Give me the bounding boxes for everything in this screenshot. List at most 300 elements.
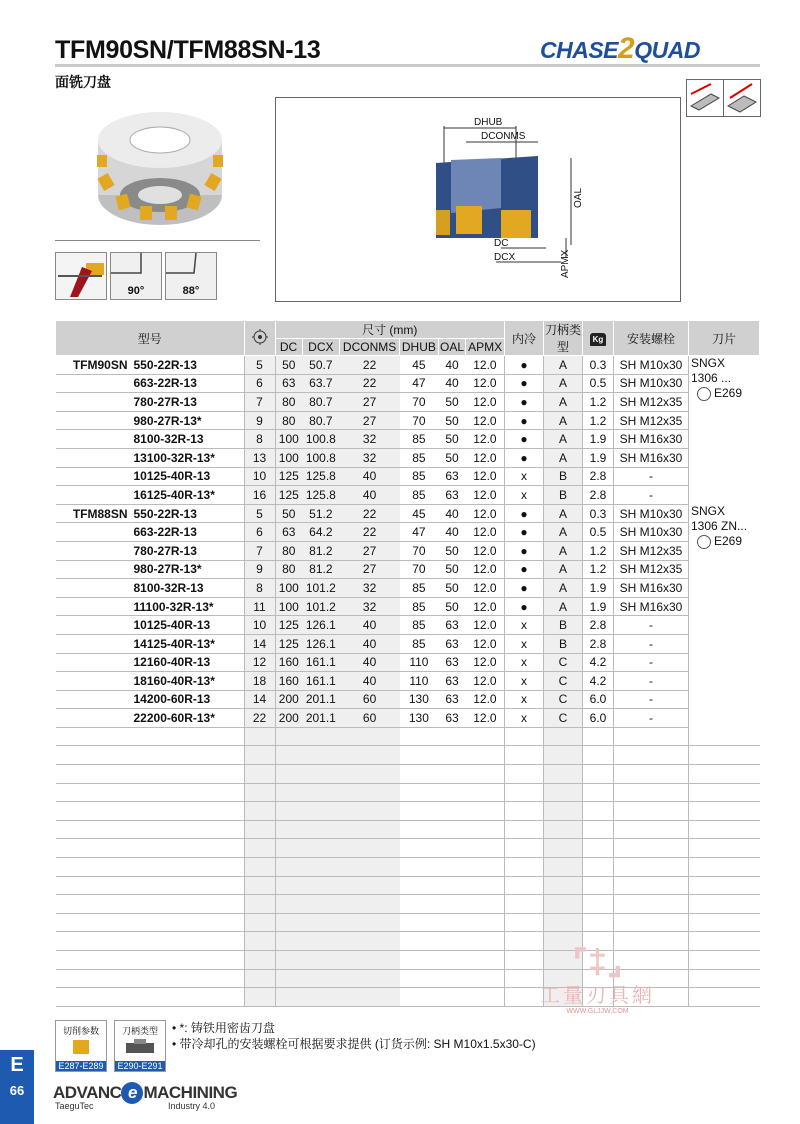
table-row: [56, 504, 760, 523]
cell-coolant: ●: [505, 411, 544, 430]
cell-apmx: 12.0: [466, 523, 505, 542]
table-row: [56, 393, 760, 412]
cell-screw: -: [614, 467, 689, 486]
col-insert: 刀片: [689, 321, 760, 356]
spec-table: [55, 320, 760, 1007]
label-dc: DC: [494, 238, 509, 249]
empty-row: [56, 913, 760, 932]
cell-shank-type: A: [544, 560, 583, 579]
insert-code: SNGX: [691, 504, 726, 519]
cell-dconms: 40: [340, 616, 400, 635]
cell-shank-type: A: [544, 541, 583, 560]
cell-order-code: 22200-60R-13*: [132, 709, 245, 728]
cell-weight: 0.5: [583, 374, 614, 393]
cell-apmx: 12.0: [466, 541, 505, 560]
cell-coolant: ●: [505, 597, 544, 616]
table-row: [56, 541, 760, 560]
cell-apmx: 12.0: [466, 690, 505, 709]
cell-coolant: x: [505, 467, 544, 486]
cell-dc: 63: [275, 374, 302, 393]
cell-teeth: 8: [244, 430, 275, 449]
cell-dcx: 125.8: [302, 486, 340, 505]
cell-oal: 63: [438, 653, 466, 672]
cell-dc: 100: [275, 579, 302, 598]
cell-apmx: 12.0: [466, 467, 505, 486]
cell-weight: 1.2: [583, 411, 614, 430]
advance-machining-logo: ADVANC e MACHINING: [53, 1083, 238, 1102]
cell-weight: 2.8: [583, 616, 614, 635]
col-dcx: DCX: [302, 339, 340, 356]
cell-dhub: 45: [400, 504, 439, 523]
model-series: [56, 653, 132, 672]
cell-apmx: 12.0: [466, 486, 505, 505]
photo-divider: [55, 240, 260, 241]
model-series: [56, 709, 132, 728]
cell-dcx: 80.7: [302, 411, 340, 430]
cell-dc: 80: [275, 411, 302, 430]
cell-dc: 125: [275, 616, 302, 635]
cell-dc: 80: [275, 393, 302, 412]
cell-coolant: ●: [505, 448, 544, 467]
weight-icon: Kg: [583, 321, 614, 356]
empty-row: [56, 802, 760, 821]
cell-order-code: 8100-32R-13: [132, 430, 245, 449]
cell-teeth: 7: [244, 393, 275, 412]
cell-dcx: 126.1: [302, 616, 340, 635]
table-row: [56, 690, 760, 709]
col-oal: OAL: [440, 340, 465, 354]
cell-weight: 4.2: [583, 672, 614, 691]
cell-apmx: 12.0: [466, 430, 505, 449]
cell-coolant: ●: [505, 430, 544, 449]
cell-shank-type: C: [544, 672, 583, 691]
cell-oal: 50: [438, 448, 466, 467]
table-row: [56, 709, 760, 728]
table-row: [56, 430, 760, 449]
cell-order-code: 980-27R-13*: [132, 411, 245, 430]
cell-dhub: 85: [400, 467, 439, 486]
cell-dconms: 27: [340, 560, 400, 579]
label-dhub: DHUB: [474, 117, 503, 128]
cell-screw: SH M12x35: [614, 393, 689, 412]
cell-dconms: 27: [340, 541, 400, 560]
cell-dc: 160: [275, 672, 302, 691]
cell-coolant: ●: [505, 356, 544, 375]
cell-teeth: 14: [244, 690, 275, 709]
shoulder-milling-icon: [723, 79, 761, 117]
cell-dc: 50: [275, 504, 302, 523]
cell-dhub: 85: [400, 579, 439, 598]
cell-screw: SH M12x35: [614, 541, 689, 560]
cell-screw: SH M10x30: [614, 356, 689, 375]
cell-apmx: 12.0: [466, 597, 505, 616]
cell-shank-type: C: [544, 690, 583, 709]
cell-oal: 50: [438, 430, 466, 449]
cell-apmx: 12.0: [466, 634, 505, 653]
cell-oal: 50: [438, 597, 466, 616]
cell-dconms: 32: [340, 579, 400, 598]
cell-screw: -: [614, 653, 689, 672]
cell-apmx: 12.0: [466, 653, 505, 672]
cell-screw: -: [614, 709, 689, 728]
cell-apmx: 12.0: [466, 393, 505, 412]
cell-coolant: ●: [505, 393, 544, 412]
cell-dhub: 45: [400, 356, 439, 375]
cell-screw: -: [614, 672, 689, 691]
cell-weight: 1.9: [583, 448, 614, 467]
cell-order-code: 13100-32R-13*: [132, 448, 245, 467]
cell-dconms: 32: [340, 597, 400, 616]
cell-apmx: 12.0: [466, 616, 505, 635]
cell-oal: 63: [438, 616, 466, 635]
col-dc: DC: [275, 339, 302, 356]
cell-oal: 50: [438, 541, 466, 560]
cell-dconms: 32: [340, 430, 400, 449]
cell-apmx: 12.0: [466, 448, 505, 467]
magnifier-icon: [697, 387, 711, 401]
cell-dhub: 47: [400, 523, 439, 542]
cell-shank-type: C: [544, 709, 583, 728]
cell-teeth: 10: [244, 467, 275, 486]
cell-dc: 100: [275, 597, 302, 616]
insert-cell[interactable]: [689, 356, 760, 505]
model-series: [56, 486, 132, 505]
col-dims: 尺寸 (mm): [275, 321, 505, 339]
cell-shank-type: A: [544, 448, 583, 467]
cell-teeth: 14: [244, 634, 275, 653]
cell-coolant: x: [505, 634, 544, 653]
model-series: TFM88SN: [56, 504, 132, 523]
cell-order-code: 663-22R-13: [132, 523, 245, 542]
cell-dc: 80: [275, 541, 302, 560]
insert-sub: 1306 ZN...: [691, 519, 748, 534]
cell-dc: 100: [275, 448, 302, 467]
cell-dconms: 22: [340, 523, 400, 542]
cell-oal: 63: [438, 486, 466, 505]
col-apmx: APMX: [466, 339, 505, 356]
col-dhub: DHUB: [400, 339, 439, 356]
cell-apmx: 12.0: [466, 374, 505, 393]
cell-dhub: 70: [400, 560, 439, 579]
cell-order-code: 550-22R-13: [132, 504, 245, 523]
col-model: 型号: [56, 321, 245, 356]
note-1: • *: 铸铁用密齿刀盘: [172, 1021, 275, 1035]
cell-teeth: 6: [244, 374, 275, 393]
model-series: [56, 634, 132, 653]
cell-coolant: ●: [505, 579, 544, 598]
cell-oal: 40: [438, 523, 466, 542]
cell-oal: 50: [438, 411, 466, 430]
cell-order-code: 550-22R-13: [132, 356, 245, 375]
cell-dconms: 60: [340, 709, 400, 728]
cell-teeth: 22: [244, 709, 275, 728]
cutting-icon: [55, 252, 107, 300]
cell-weight: 1.2: [583, 560, 614, 579]
cell-dconms: 40: [340, 653, 400, 672]
cell-oal: 50: [438, 393, 466, 412]
cell-dconms: 27: [340, 393, 400, 412]
cell-shank-type: B: [544, 467, 583, 486]
model-series: [56, 541, 132, 560]
cell-screw: -: [614, 486, 689, 505]
cell-shank-type: A: [544, 523, 583, 542]
cell-dconms: 22: [340, 504, 400, 523]
cell-apmx: 12.0: [466, 411, 505, 430]
cell-dc: 100: [275, 430, 302, 449]
empty-row: [56, 783, 760, 802]
cell-dcx: 81.2: [302, 541, 340, 560]
cell-weight: 2.8: [583, 634, 614, 653]
cell-shank-type: A: [544, 374, 583, 393]
cell-shank-type: A: [544, 411, 583, 430]
cell-dcx: 126.1: [302, 634, 340, 653]
empty-row: [56, 895, 760, 914]
cell-dcx: 201.1: [302, 709, 340, 728]
cell-teeth: 13: [244, 448, 275, 467]
cell-apmx: 12.0: [466, 560, 505, 579]
angle-90-icon: 90°: [110, 252, 162, 300]
cell-dconms: 40: [340, 634, 400, 653]
cell-dc: 125: [275, 486, 302, 505]
cell-oal: 40: [438, 356, 466, 375]
cell-weight: 6.0: [583, 690, 614, 709]
cell-dconms: 32: [340, 448, 400, 467]
insert-ref[interactable]: E269: [691, 534, 758, 549]
cell-dc: 63: [275, 523, 302, 542]
cell-screw: SH M10x30: [614, 523, 689, 542]
table-row: [56, 653, 760, 672]
cell-dc: 50: [275, 356, 302, 375]
cell-weight: 1.9: [583, 597, 614, 616]
angle-88-icon: 88°: [165, 252, 217, 300]
cell-order-code: 11100-32R-13*: [132, 597, 245, 616]
cell-dcx: 161.1: [302, 672, 340, 691]
cutter-photo: [85, 100, 235, 235]
cell-order-code: 12160-40R-13: [132, 653, 245, 672]
model-series: [56, 579, 132, 598]
model-series: [56, 523, 132, 542]
cell-screw: -: [614, 634, 689, 653]
cell-screw: SH M10x30: [614, 374, 689, 393]
shank-type-ref[interactable]: 刀柄类型 E290-E291: [114, 1020, 166, 1072]
cutting-data-ref[interactable]: 切削参数 E287-E289: [55, 1020, 107, 1072]
cell-order-code: 780-27R-13: [132, 541, 245, 560]
cell-dhub: 85: [400, 448, 439, 467]
cell-dcx: 63.7: [302, 374, 340, 393]
cell-coolant: x: [505, 690, 544, 709]
cell-screw: SH M16x30: [614, 448, 689, 467]
cell-weight: 4.2: [583, 653, 614, 672]
brand-logo: CHASE2QUAD: [540, 32, 700, 65]
cell-shank-type: A: [544, 393, 583, 412]
cell-coolant: ●: [505, 374, 544, 393]
page-subtitle: 面铣刀盘: [55, 74, 111, 90]
cell-dconms: 22: [340, 374, 400, 393]
cell-dcx: 51.2: [302, 504, 340, 523]
table-row: [56, 560, 760, 579]
insert-cell[interactable]: [689, 504, 760, 727]
cell-apmx: 12.0: [466, 356, 505, 375]
cell-order-code: 10125-40R-13: [132, 616, 245, 635]
cell-weight: 0.3: [583, 356, 614, 375]
label-dcx: DCX: [494, 252, 516, 263]
cell-teeth: 11: [244, 597, 275, 616]
cell-dcx: 161.1: [302, 653, 340, 672]
page-number: 66: [9, 1083, 25, 1098]
cell-teeth: 5: [244, 504, 275, 523]
table-row: [56, 597, 760, 616]
model-series: [56, 411, 132, 430]
cell-teeth: 6: [244, 523, 275, 542]
note-2: • 带冷却孔的安装螺栓可根据要求提供 (订货示例: SH M10x1.5x30-C): [172, 1037, 536, 1051]
table-row: [56, 448, 760, 467]
cell-oal: 63: [438, 467, 466, 486]
cell-oal: 63: [438, 709, 466, 728]
cell-order-code: 16125-40R-13*: [132, 486, 245, 505]
cell-order-code: 14200-60R-13: [132, 690, 245, 709]
cell-dhub: 70: [400, 411, 439, 430]
cell-oal: 50: [438, 560, 466, 579]
table-row: [56, 523, 760, 542]
cell-dcx: 101.2: [302, 579, 340, 598]
model-series: [56, 560, 132, 579]
cell-dconms: 27: [340, 411, 400, 430]
cell-dcx: 50.7: [302, 356, 340, 375]
col-shank: 刀柄类型: [544, 321, 583, 356]
cell-screw: -: [614, 690, 689, 709]
model-series: [56, 430, 132, 449]
empty-row: [56, 765, 760, 784]
footnotes: [172, 1020, 536, 1052]
model-series: [56, 616, 132, 635]
cell-dconms: 40: [340, 486, 400, 505]
col-dconms: DCONMS: [340, 339, 400, 356]
cell-oal: 40: [438, 504, 466, 523]
cell-shank-type: A: [544, 430, 583, 449]
insert-code: SNGX: [691, 356, 726, 370]
cell-order-code: 10125-40R-13: [132, 467, 245, 486]
cell-coolant: ●: [505, 504, 544, 523]
cell-weight: 1.9: [583, 579, 614, 598]
col-screw: 安装螺栓: [614, 321, 689, 356]
model-series: [56, 672, 132, 691]
face-milling-icon: [686, 79, 724, 117]
magnifier-icon: [697, 535, 711, 549]
cell-weight: 1.2: [583, 541, 614, 560]
cell-oal: 40: [438, 374, 466, 393]
cell-screw: SH M12x35: [614, 560, 689, 579]
empty-row: [56, 727, 760, 746]
cell-dc: 160: [275, 653, 302, 672]
empty-row: [56, 876, 760, 895]
table-row: [56, 486, 760, 505]
cell-dhub: 85: [400, 634, 439, 653]
table-row: [56, 411, 760, 430]
cell-dc: 200: [275, 690, 302, 709]
cell-screw: SH M16x30: [614, 430, 689, 449]
cell-coolant: x: [505, 709, 544, 728]
cell-teeth: 12: [244, 653, 275, 672]
cell-dcx: 201.1: [302, 690, 340, 709]
cell-teeth: 16: [244, 486, 275, 505]
cell-shank-type: A: [544, 579, 583, 598]
cell-oal: 63: [438, 690, 466, 709]
cell-weight: 0.5: [583, 523, 614, 542]
cell-coolant: ●: [505, 541, 544, 560]
dimension-diagram: [275, 97, 681, 302]
cell-screw: -: [614, 616, 689, 635]
cell-dconms: 22: [340, 356, 400, 375]
cell-weight: 1.2: [583, 393, 614, 412]
cell-dconms: 60: [340, 690, 400, 709]
cell-apmx: 12.0: [466, 709, 505, 728]
cell-dhub: 85: [400, 597, 439, 616]
cell-order-code: 14125-40R-13*: [132, 634, 245, 653]
logo-subline: TaeguTec Industry 4.0: [55, 1101, 215, 1111]
watermark: ⌜‡⌟ 工量刃具網 WWW.GLJJW.COM: [540, 943, 655, 1015]
cell-order-code: 663-22R-13: [132, 374, 245, 393]
cell-order-code: 780-27R-13: [132, 393, 245, 412]
cell-dcx: 80.7: [302, 393, 340, 412]
cell-dhub: 85: [400, 430, 439, 449]
cell-screw: SH M12x35: [614, 411, 689, 430]
cell-dc: 80: [275, 560, 302, 579]
cell-dc: 200: [275, 709, 302, 728]
cell-screw: SH M10x30: [614, 504, 689, 523]
cell-coolant: x: [505, 672, 544, 691]
cell-dcx: 125.8: [302, 467, 340, 486]
cell-screw: SH M16x30: [614, 597, 689, 616]
cell-apmx: 12.0: [466, 579, 505, 598]
model-series: [56, 690, 132, 709]
cell-dcx: 81.2: [302, 560, 340, 579]
cell-weight: 0.3: [583, 504, 614, 523]
cell-weight: 2.8: [583, 467, 614, 486]
cell-coolant: x: [505, 653, 544, 672]
cell-dhub: 110: [400, 672, 439, 691]
cell-shank-type: A: [544, 356, 583, 375]
cell-oal: 50: [438, 579, 466, 598]
cell-dhub: 130: [400, 709, 439, 728]
cell-dhub: 130: [400, 690, 439, 709]
cell-teeth: 18: [244, 672, 275, 691]
cell-shank-type: B: [544, 616, 583, 635]
cell-dcx: 100.8: [302, 430, 340, 449]
insert-ref[interactable]: E269: [691, 386, 758, 401]
table-row: [56, 374, 760, 393]
cell-coolant: x: [505, 486, 544, 505]
cell-teeth: 8: [244, 579, 275, 598]
cell-dcx: 101.2: [302, 597, 340, 616]
model-series: [56, 448, 132, 467]
cell-dhub: 70: [400, 393, 439, 412]
cell-oal: 63: [438, 634, 466, 653]
cell-order-code: 8100-32R-13: [132, 579, 245, 598]
cell-dhub: 85: [400, 616, 439, 635]
insert-sub: 1306 ...: [691, 371, 732, 385]
model-series: [56, 467, 132, 486]
table-row: [56, 579, 760, 598]
cell-dcx: 100.8: [302, 448, 340, 467]
table-row: [56, 356, 760, 375]
cell-shank-type: C: [544, 653, 583, 672]
cell-teeth: 9: [244, 560, 275, 579]
cell-dhub: 47: [400, 374, 439, 393]
col-teeth-icon: [244, 321, 275, 356]
cell-order-code: 18160-40R-13*: [132, 672, 245, 691]
cell-screw: SH M16x30: [614, 579, 689, 598]
cell-shank-type: B: [544, 486, 583, 505]
